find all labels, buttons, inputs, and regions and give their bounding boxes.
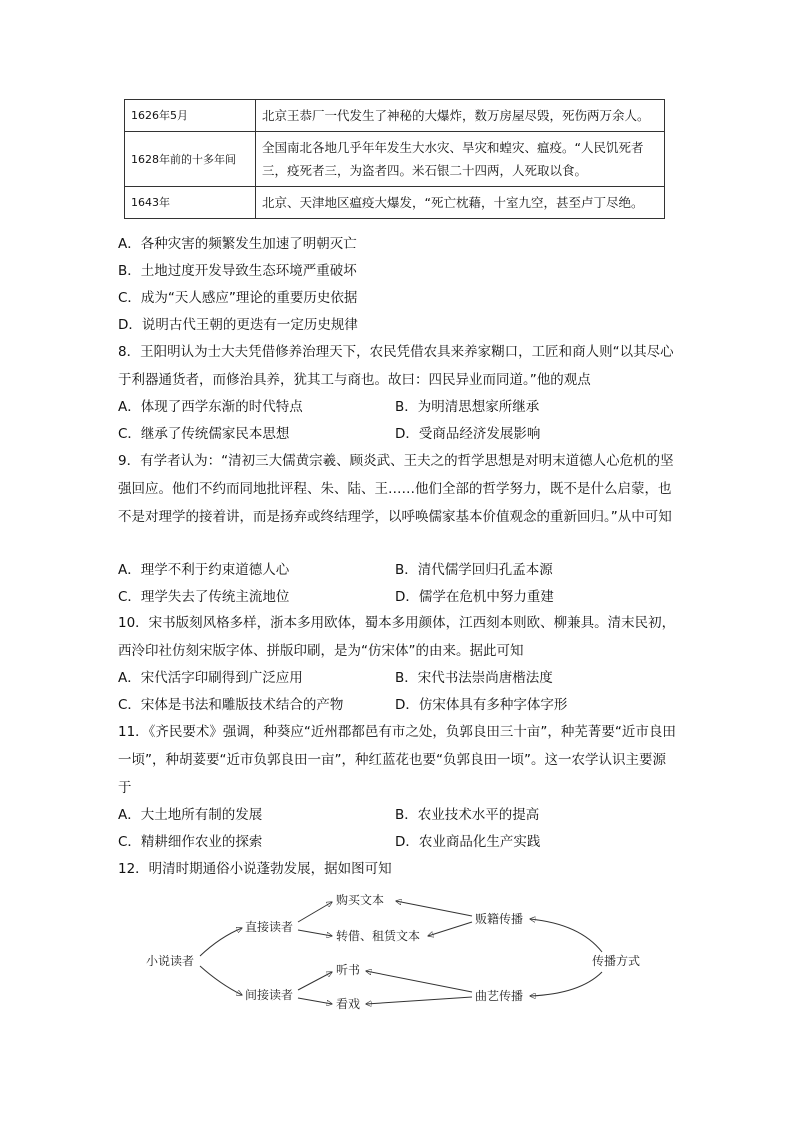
node-mode: 传播方式 (592, 954, 641, 968)
arrow-direct-borrow (298, 930, 332, 936)
node-listen: 听书 (336, 963, 361, 977)
arrow-print-buy (396, 901, 472, 916)
table-row (125, 187, 665, 219)
table-cell-date: 1628年前的十多年间 (125, 132, 256, 187)
q9-option-c: C．理学失去了传统主流地位 (118, 589, 290, 605)
q7-option-b: B．土地过度开发导致生态环境严重破坏 (118, 263, 357, 279)
node-watch: 看戏 (336, 997, 361, 1011)
q8-option-d: D．受商品经济发展影响 (395, 426, 541, 442)
q7-option-c: C．成为“天人感应”理论的重要历史依据 (118, 290, 358, 306)
q7-option-d: D．说明古代王朝的更迭有一定历史规律 (118, 317, 358, 333)
q9-option-b: B．清代儒学回归孔孟本源 (395, 562, 553, 578)
q9-option-d: D．儒学在危机中努力重建 (395, 589, 554, 605)
node-direct: 直接读者 (245, 920, 294, 934)
q11-stem: 11．《齐民要术》强调，种葵应“近州郡都邑有市之处，负郭良田三十亩”，种芜菁要“近市良田一顷”，种胡荽要“近市负郭良田一亩”，种红蓝花也要“负郭良田一顷”。这一农学认识主要源于 (118, 724, 676, 796)
q8-option-b: B．为明清思想家所继承 (395, 399, 540, 415)
arrow-mode-print (530, 919, 602, 952)
q8-option-c: C．继承了传统儒家民本思想 (118, 426, 290, 442)
table-cell-date: 1643年 (125, 187, 256, 219)
q10-stem: 10．宋书版刻风格多样，浙本多用欧体，蜀本多用颜体，江西刻本则欧、柳兼具。清末民初，西泠印社仿刻宋版字体、拼版印刷，是为“仿宋体”的由来。据此可知 (118, 615, 676, 659)
node-buy: 购买文本 (336, 893, 385, 907)
arrow-readers-indirect (200, 966, 242, 995)
table-row (125, 100, 665, 132)
arrow-indirect-watch (298, 998, 332, 1004)
arrow-mode-perform (530, 972, 602, 996)
arrow-perform-watch (366, 997, 472, 1004)
events-table (124, 99, 665, 219)
table-cell-event: 全国南北各地几乎年年发生大水灾、旱灾和蝗灾、瘟疫。“人民饥死者三，疫死者三，为盗者四。米石银二十四两，人死取以食。 (256, 132, 665, 187)
q9-stem: 9．有学者认为：“清初三大儒黄宗羲、顾炎武、王夫之的哲学思想是对明末道德人心危机的坚强回应。他们不约而同地批评程、朱、陆、王……他们全部的哲学努力，既不是什么启蒙，也不是对理学的接着讲，而是扬弃或终结理学，以呼唤儒家基本价值观念的重新回归。”从中可知 (118, 453, 674, 525)
arrow-indirect-listen (298, 972, 332, 990)
q11-option-d: D．农业商品化生产实践 (395, 834, 541, 850)
q10-option-d: D．仿宋体具有多种字体字形 (395, 697, 568, 713)
q10-option-a: A．宋代活字印刷得到广泛应用 (118, 670, 303, 686)
node-indirect: 间接读者 (245, 988, 294, 1002)
table-cell-event: 北京王恭厂一代发生了神秘的大爆炸，数万房屋尽毁，死伤两万余人。 (256, 100, 665, 132)
q11-option-c: C．精耕细作农业的探索 (118, 834, 263, 850)
node-borrow: 转借、租赁文本 (336, 929, 421, 943)
q9-option-a: A．理学不利于约束道德人心 (118, 562, 290, 578)
q7-option-a: A．各种灾害的频繁发生加速了明朝灭亡 (118, 236, 357, 252)
node-perform: 曲艺传播 (475, 989, 524, 1003)
q11-option-a: A．大土地所有制的发展 (118, 807, 263, 823)
q11-option-b: B．农业技术水平的提高 (395, 807, 540, 823)
q12-stem: 12．明清时期通俗小说蓬勃发展，据如图可知 (118, 861, 392, 877)
node-print: 贩籍传播 (475, 912, 524, 926)
q10-option-b: B．宋代书法崇尚唐楷法度 (395, 670, 553, 686)
dissemination-diagram (140, 892, 680, 1022)
q10-option-c: C．宋体是书法和雕版技术结合的产物 (118, 697, 344, 713)
arrow-perform-listen (366, 971, 472, 992)
q8-option-a: A．体现了西学东渐的时代特点 (118, 399, 303, 415)
q8-stem: 8．王阳明认为士大夫凭借修养治理天下，农民凭借农具来养家糊口，工匠和商人则“以其尽心于利器通货者，而修治具养，犹其工与商也。故曰：四民异业而同道。”他的观点 (118, 344, 674, 388)
node-readers: 小说读者 (146, 954, 195, 968)
table-row (125, 132, 665, 187)
arrow-direct-buy (298, 902, 332, 922)
arrow-readers-direct (200, 928, 242, 956)
arrow-print-borrow (428, 922, 472, 936)
table-cell-date: 1626年5月 (125, 100, 256, 132)
table-cell-event: 北京、天津地区瘟疫大爆发，“死亡枕藉，十室九空，甚至卢丁尽绝。 (256, 187, 665, 219)
